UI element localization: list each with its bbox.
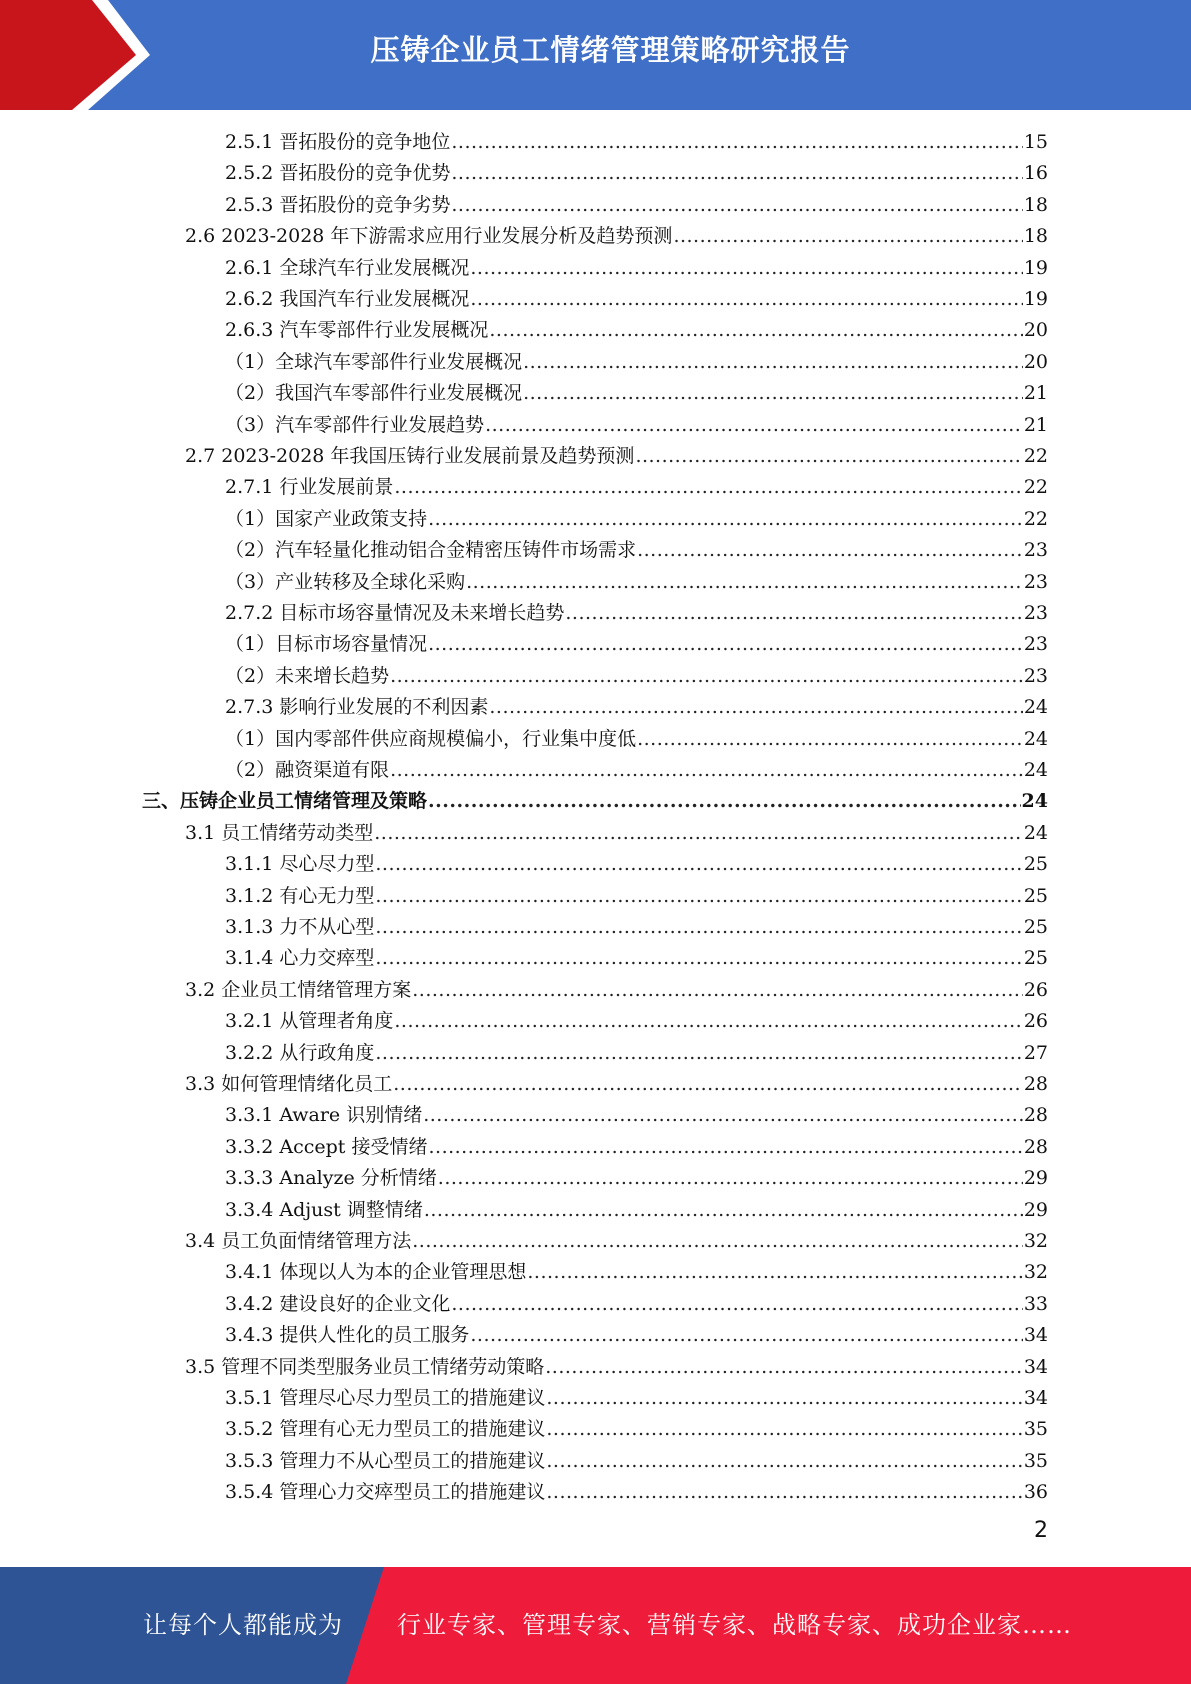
page-header bbox=[0, 0, 1191, 110]
toc-entry-label: 2.7.2 目标市场容量情况及未来增长趋势 bbox=[225, 602, 565, 624]
toc-dot-leader bbox=[673, 221, 1022, 252]
toc-entry[interactable] bbox=[225, 912, 1048, 943]
toc-entry-label: （2）未来增长趋势 bbox=[225, 665, 390, 687]
toc-dot-leader bbox=[635, 441, 1022, 472]
toc-entry[interactable] bbox=[225, 504, 1048, 535]
toc-entry-page: 25 bbox=[1023, 947, 1048, 969]
toc-dot-leader bbox=[375, 943, 1022, 974]
toc-entry[interactable] bbox=[225, 1289, 1048, 1320]
toc-dot-leader bbox=[489, 692, 1022, 723]
toc-entry[interactable] bbox=[185, 221, 1048, 252]
toc-entry-label: （1）国内零部件供应商规模偏小，行业集中度低 bbox=[225, 728, 637, 750]
toc-dot-leader bbox=[374, 818, 1023, 849]
toc-dot-leader bbox=[428, 504, 1023, 535]
toc-dot-leader bbox=[527, 1257, 1022, 1288]
toc-dot-leader bbox=[428, 629, 1023, 660]
toc-dot-leader bbox=[565, 598, 1022, 629]
toc-entry-label: 2.6.1 全球汽车行业发展概况 bbox=[225, 257, 470, 279]
toc-entry-page: 34 bbox=[1023, 1387, 1048, 1409]
toc-entry-page: 32 bbox=[1023, 1261, 1048, 1283]
toc-entry[interactable] bbox=[225, 284, 1048, 315]
page-footer bbox=[0, 1567, 1191, 1684]
toc-entry-label: 3.3.4 Adjust 调整情绪 bbox=[225, 1199, 423, 1221]
toc-entry[interactable] bbox=[225, 1257, 1048, 1288]
toc-entry[interactable] bbox=[225, 755, 1048, 786]
toc-dot-leader bbox=[423, 1100, 1023, 1131]
toc-entry[interactable] bbox=[225, 598, 1048, 629]
toc-entry-label: 3.2 企业员工情绪管理方案 bbox=[185, 979, 412, 1001]
toc-entry-page: 36 bbox=[1023, 1481, 1048, 1503]
toc-entry[interactable] bbox=[225, 849, 1048, 880]
toc-entry-page: 26 bbox=[1023, 979, 1048, 1001]
toc-entry[interactable] bbox=[225, 472, 1048, 503]
toc-entry-page: 22 bbox=[1023, 508, 1048, 530]
toc-entry[interactable] bbox=[225, 1132, 1048, 1163]
toc-entry-label: 2.6.2 我国汽车行业发展概况 bbox=[225, 288, 470, 310]
toc-dot-leader bbox=[546, 1477, 1022, 1508]
toc-entry-page: 28 bbox=[1023, 1136, 1048, 1158]
toc-entry-label: 2.5.1 晋拓股份的竞争地位 bbox=[225, 131, 451, 153]
toc-entry-page: 35 bbox=[1023, 1450, 1048, 1472]
toc-entry[interactable] bbox=[225, 692, 1048, 723]
toc-entry-label: 3.2.2 从行政角度 bbox=[225, 1042, 375, 1064]
toc-entry-page: 35 bbox=[1023, 1418, 1048, 1440]
toc-entry-page: 19 bbox=[1023, 257, 1048, 279]
toc-dot-leader bbox=[393, 1069, 1023, 1100]
toc-dot-leader bbox=[451, 190, 1022, 221]
toc-entry[interactable] bbox=[225, 1006, 1048, 1037]
toc-entry[interactable] bbox=[225, 190, 1048, 221]
toc-entry-label: 3.5 管理不同类型服务业员工情绪劳动策略 bbox=[185, 1356, 545, 1378]
toc-entry-label: （2）汽车轻量化推动铝合金精密压铸件市场需求 bbox=[225, 539, 637, 561]
toc-dot-leader bbox=[375, 1038, 1022, 1069]
toc-entry-label: （1）国家产业政策支持 bbox=[225, 508, 428, 530]
toc-entry-page: 33 bbox=[1023, 1293, 1048, 1315]
toc-entry-page: 22 bbox=[1023, 476, 1048, 498]
footer-slogan-right: 行业专家、管理专家、营销专家、战略专家、成功企业家…… bbox=[397, 1611, 1072, 1639]
toc-dot-leader bbox=[451, 1289, 1022, 1320]
toc-entry[interactable] bbox=[225, 1446, 1048, 1477]
toc-entry-page: 29 bbox=[1023, 1167, 1048, 1189]
toc-entry-page: 26 bbox=[1023, 1010, 1048, 1032]
toc-entry[interactable] bbox=[225, 1414, 1048, 1445]
toc-entry-page: 28 bbox=[1023, 1104, 1048, 1126]
toc-entry[interactable] bbox=[225, 881, 1048, 912]
toc-entry[interactable] bbox=[185, 975, 1048, 1006]
toc-entry-label: 2.6.3 汽车零部件行业发展概况 bbox=[225, 319, 489, 341]
toc-dot-leader bbox=[375, 881, 1022, 912]
toc-dot-leader bbox=[637, 535, 1023, 566]
toc-entry[interactable] bbox=[225, 943, 1048, 974]
toc-entry-label: （3）产业转移及全球化采购 bbox=[225, 571, 466, 593]
toc-entry-page: 34 bbox=[1023, 1324, 1048, 1346]
footer-slogan-left: 让每个人都能成为 bbox=[143, 1611, 343, 1639]
toc-dot-leader bbox=[394, 1006, 1022, 1037]
toc-entry-label: 2.7.1 行业发展前景 bbox=[225, 476, 394, 498]
toc-entry[interactable] bbox=[225, 1195, 1048, 1226]
toc-entry-label: 3.3.3 Analyze 分析情绪 bbox=[225, 1167, 437, 1189]
toc-entry-page: 25 bbox=[1023, 885, 1048, 907]
toc-entry-page: 25 bbox=[1023, 853, 1048, 875]
toc-entry-label: （2）融资渠道有限 bbox=[225, 759, 390, 781]
toc-entry-label: 3.3.2 Accept 接受情绪 bbox=[225, 1136, 428, 1158]
toc-entry-page: 21 bbox=[1023, 414, 1048, 436]
page-number: 2 bbox=[1034, 1518, 1048, 1543]
toc-entry-page: 32 bbox=[1023, 1230, 1048, 1252]
toc-entry[interactable] bbox=[225, 1383, 1048, 1414]
toc-entry-label: 3.5.3 管理力不从心型员工的措施建议 bbox=[225, 1450, 546, 1472]
toc-entry[interactable] bbox=[225, 253, 1048, 284]
toc-entry-label: （1）目标市场容量情况 bbox=[225, 633, 428, 655]
toc-dot-leader bbox=[546, 1383, 1022, 1414]
toc-entry-page: 22 bbox=[1023, 445, 1048, 467]
toc-entry-label: 3.1.1 尽心尽力型 bbox=[225, 853, 375, 875]
toc-entry-label: 3.4.1 体现以人为本的企业管理思想 bbox=[225, 1261, 527, 1283]
toc-entry-label: 3.3.1 Aware 识别情绪 bbox=[225, 1104, 423, 1126]
toc-entry-page: 24 bbox=[1023, 696, 1048, 718]
toc-dot-leader bbox=[545, 1352, 1023, 1383]
toc-entry-label: 3.5.4 管理心力交瘁型员工的措施建议 bbox=[225, 1481, 546, 1503]
toc-entry[interactable] bbox=[225, 1163, 1048, 1194]
toc-entry[interactable] bbox=[225, 661, 1048, 692]
toc-entry-label: 3.1.2 有心无力型 bbox=[225, 885, 375, 907]
toc-entry-page: 24 bbox=[1023, 728, 1048, 750]
report-title: 压铸企业员工情绪管理策略研究报告 bbox=[370, 33, 851, 67]
toc-entry-page: 23 bbox=[1023, 665, 1048, 687]
toc-entry-page: 16 bbox=[1023, 162, 1048, 184]
toc-entry[interactable] bbox=[225, 1477, 1048, 1508]
toc-entry-label: （1）全球汽车零部件行业发展概况 bbox=[225, 351, 523, 373]
toc-dot-leader bbox=[428, 1132, 1022, 1163]
toc-entry[interactable] bbox=[185, 1069, 1048, 1100]
toc-entry-label: 3.5.1 管理尽心尽力型员工的措施建议 bbox=[225, 1387, 546, 1409]
toc-entry[interactable] bbox=[225, 535, 1048, 566]
toc-entry[interactable] bbox=[225, 315, 1048, 346]
toc-entry-page: 29 bbox=[1023, 1199, 1048, 1221]
toc-dot-leader bbox=[470, 1320, 1022, 1351]
toc-entry-page: 18 bbox=[1023, 225, 1048, 247]
toc-dot-leader bbox=[546, 1414, 1022, 1445]
toc-entry[interactable] bbox=[142, 786, 1048, 817]
toc-entry[interactable] bbox=[225, 567, 1048, 598]
toc-entry-page: 23 bbox=[1023, 633, 1048, 655]
toc-entry-page: 19 bbox=[1023, 288, 1048, 310]
toc-entry-page: 18 bbox=[1023, 194, 1048, 216]
toc-entry[interactable] bbox=[225, 347, 1048, 378]
toc-entry[interactable] bbox=[185, 1352, 1048, 1383]
toc-entry-page: 15 bbox=[1023, 131, 1048, 153]
toc-entry[interactable] bbox=[225, 1100, 1048, 1131]
toc-entry-label: 三、压铸企业员工情绪管理及策略 bbox=[142, 790, 428, 812]
toc-dot-leader bbox=[428, 786, 1021, 817]
toc-dot-leader bbox=[523, 378, 1023, 409]
toc-entry[interactable] bbox=[225, 1038, 1048, 1069]
toc-entry[interactable] bbox=[225, 629, 1048, 660]
toc-entry-label: 2.7.3 影响行业发展的不利因素 bbox=[225, 696, 489, 718]
toc-entry[interactable] bbox=[185, 818, 1048, 849]
toc-entry[interactable] bbox=[185, 441, 1048, 472]
toc-entry-page: 20 bbox=[1023, 319, 1048, 341]
toc-entry-page: 20 bbox=[1023, 351, 1048, 373]
toc-entry-label: 2.5.3 晋拓股份的竞争劣势 bbox=[225, 194, 451, 216]
toc-entry-page: 24 bbox=[1023, 759, 1048, 781]
toc-entry-label: 3.1.3 力不从心型 bbox=[225, 916, 375, 938]
toc-entry-page: 24 bbox=[1023, 822, 1048, 844]
toc-dot-leader bbox=[637, 724, 1023, 755]
toc-dot-leader bbox=[546, 1446, 1022, 1477]
toc-dot-leader bbox=[390, 755, 1023, 786]
toc-dot-leader bbox=[451, 158, 1022, 189]
toc-entry[interactable] bbox=[185, 1226, 1048, 1257]
toc-entry-label: 3.4.3 提供人性化的员工服务 bbox=[225, 1324, 470, 1346]
toc-entry-label: 2.5.2 晋拓股份的竞争优势 bbox=[225, 162, 451, 184]
toc-dot-leader bbox=[424, 1195, 1023, 1226]
toc-dot-leader bbox=[390, 661, 1023, 692]
toc-entry-label: 2.6 2023-2028 年下游需求应用行业发展分析及趋势预测 bbox=[185, 225, 673, 247]
toc-entry-page: 23 bbox=[1023, 571, 1048, 593]
toc-dot-leader bbox=[394, 472, 1022, 503]
toc-entry-page: 21 bbox=[1023, 382, 1048, 404]
toc-entry-label: 3.3 如何管理情绪化员工 bbox=[185, 1073, 393, 1095]
toc-entry-page: 28 bbox=[1023, 1073, 1048, 1095]
toc-dot-leader bbox=[485, 410, 1023, 441]
toc-entry[interactable] bbox=[225, 1320, 1048, 1351]
toc-dot-leader bbox=[412, 975, 1023, 1006]
toc-entry[interactable] bbox=[225, 724, 1048, 755]
toc-entry[interactable] bbox=[225, 127, 1048, 158]
toc-entry-page: 23 bbox=[1023, 602, 1048, 624]
toc-dot-leader bbox=[523, 347, 1023, 378]
toc-entry-page: 27 bbox=[1023, 1042, 1048, 1064]
toc-entry-label: 2.7 2023-2028 年我国压铸行业发展前景及趋势预测 bbox=[185, 445, 635, 467]
toc-entry-label: 3.1.4 心力交瘁型 bbox=[225, 947, 375, 969]
toc-dot-leader bbox=[470, 253, 1022, 284]
toc-dot-leader bbox=[375, 849, 1022, 880]
toc-entry-label: 3.4 员工负面情绪管理方法 bbox=[185, 1230, 412, 1252]
toc-dot-leader bbox=[470, 284, 1022, 315]
toc-entry-label: 3.2.1 从管理者角度 bbox=[225, 1010, 394, 1032]
toc-dot-leader bbox=[412, 1226, 1023, 1257]
toc-dot-leader bbox=[489, 315, 1022, 346]
toc-dot-leader bbox=[451, 127, 1022, 158]
toc-dot-leader bbox=[375, 912, 1022, 943]
toc-entry[interactable] bbox=[225, 158, 1048, 189]
toc-dot-leader bbox=[466, 567, 1023, 598]
toc-entry-label: 3.4.2 建设良好的企业文化 bbox=[225, 1293, 451, 1315]
toc-entry[interactable] bbox=[225, 378, 1048, 409]
toc-entry-label: 3.5.2 管理有心无力型员工的措施建议 bbox=[225, 1418, 546, 1440]
toc-entry-page: 25 bbox=[1023, 916, 1048, 938]
toc-dot-leader bbox=[438, 1163, 1023, 1194]
toc-entry-page: 24 bbox=[1021, 790, 1048, 812]
toc-entry-label: （2）我国汽车零部件行业发展概况 bbox=[225, 382, 523, 404]
toc-entry-page: 34 bbox=[1023, 1356, 1048, 1378]
toc-entry-label: 3.1 员工情绪劳动类型 bbox=[185, 822, 374, 844]
toc-entry-label: （3）汽车零部件行业发展趋势 bbox=[225, 414, 485, 436]
toc-entry-page: 23 bbox=[1023, 539, 1048, 561]
toc-entry[interactable] bbox=[225, 410, 1048, 441]
